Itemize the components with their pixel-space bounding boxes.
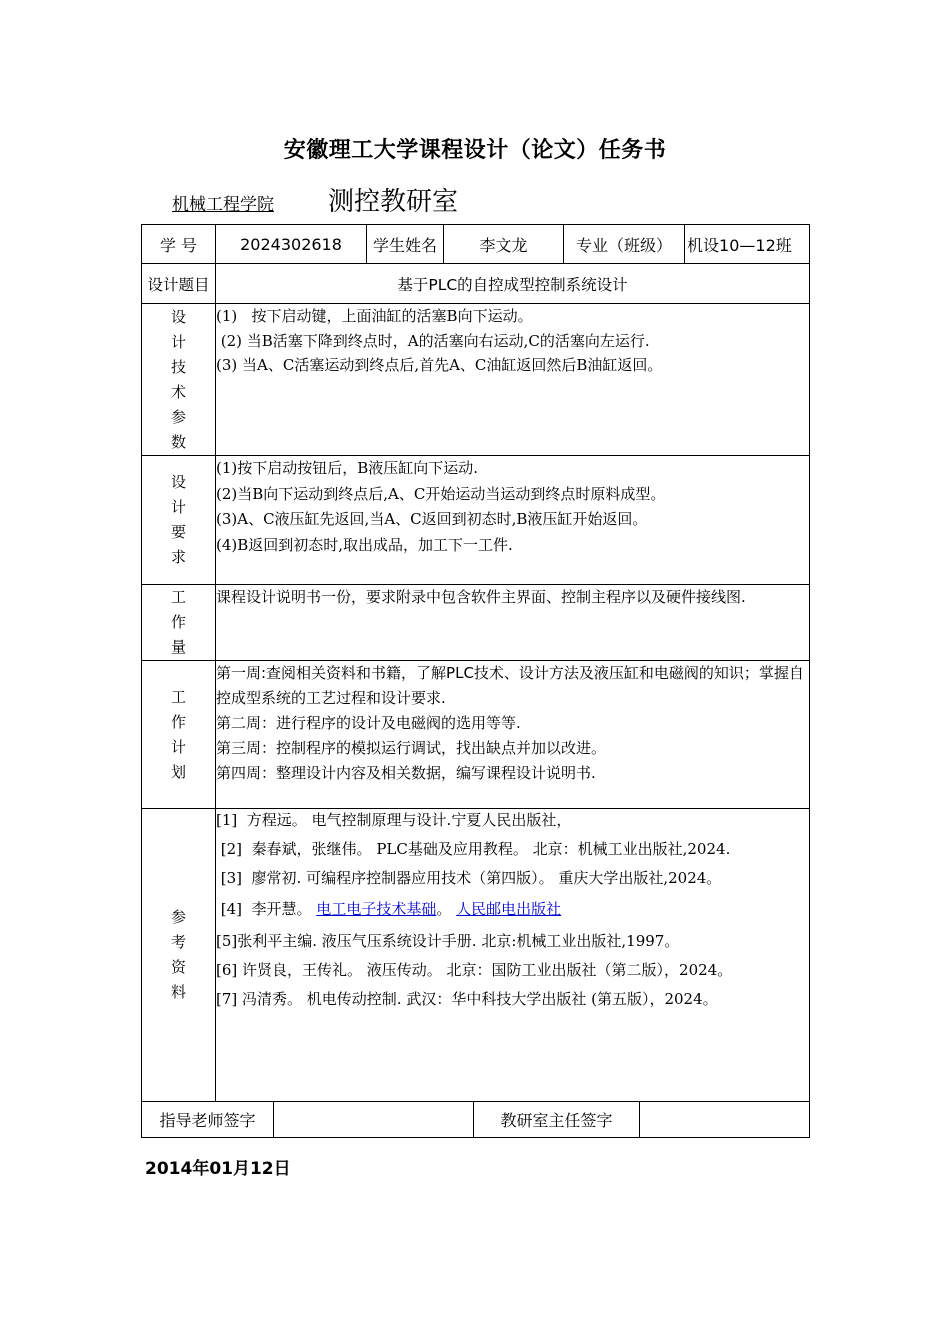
work-plan-line: 第四周：整理设计内容及相关数据，编写课程设计说明书. <box>216 764 596 782</box>
label-char: 划 <box>170 762 186 781</box>
student-id-value: 2024302618 <box>216 225 367 264</box>
signature-row <box>142 1102 810 1138</box>
student-name-label: 学生姓名 <box>367 225 444 264</box>
label-char: 数 <box>170 432 186 451</box>
tech-params-content <box>216 304 810 456</box>
label-char: 技 <box>170 357 186 376</box>
tech-param-line: (3) 当A、C活塞运动到终点后,首先A、C油缸返回然后B油缸返回。 <box>216 356 663 374</box>
tech-param-line: (1) 按下启动键，上面油缸的活塞B向下运动。 <box>216 307 533 325</box>
label-char: 工 <box>170 687 186 706</box>
student-name-value: 李文龙 <box>444 225 564 264</box>
label-char: 作 <box>170 613 186 631</box>
requirement-line: (1)按下启动按钮后，B液压缸向下运动. <box>216 459 479 477</box>
director-signature-label: 教研室主任签字 <box>474 1102 640 1138</box>
label-char: 计 <box>170 737 186 756</box>
department-name: 测控教研室 <box>328 187 459 217</box>
reference-item: [6] 许贤良，王传礼。 液压传动。 北京：国防工业出版社（第二版），2024。 <box>216 961 733 979</box>
label-char: 考 <box>170 933 186 951</box>
tech-param-line: (2) 当B活塞下降到终点时，A的活塞向右运动,C的活塞向左运行. <box>216 331 650 350</box>
major-value: 机设10—12班 <box>685 225 810 264</box>
student-id-label: 学 号 <box>142 225 216 264</box>
workload-content: 课程设计说明书一份，要求附录中包含软件主界面、控制主程序以及硬件接线图. <box>216 585 810 661</box>
workload-row <box>142 585 810 661</box>
reference-item: [1] 方程远。 电气控制原理与设计.宁夏人民出版社， <box>216 811 572 829</box>
label-char: 工 <box>170 588 186 606</box>
requirement-line: (3)A、C液压缸先返回,当A、C返回到初态时,B液压缸开始返回。 <box>216 510 648 528</box>
document-date: 2014年01月12日 <box>145 1159 291 1179</box>
references-label <box>142 809 216 1102</box>
major-label: 专业（班级） <box>564 225 685 264</box>
label-char: 设 <box>170 473 186 491</box>
reference-book-link[interactable]: 电工电子技术基础 <box>316 900 437 918</box>
work-plan-label <box>142 661 216 809</box>
label-char: 料 <box>170 983 186 1001</box>
label-char: 计 <box>170 498 186 516</box>
reference-item: [5]张利平主编. 液压气压系统设计手册. 北京:机械工业出版社,1997。 <box>216 932 680 950</box>
requirements-content <box>216 456 810 585</box>
topic-value: 基于PLC的自控成型控制系统设计 <box>216 264 810 304</box>
label-char: 资 <box>170 958 186 976</box>
reference-item: [7] 冯清秀。 机电传动控制. 武汉：华中科技大学出版社 (第五版），2024。 <box>216 990 718 1008</box>
advisor-signature-label: 指导老师签字 <box>142 1102 274 1138</box>
work-plan-line: 第三周：控制程序的模拟运行调试，找出缺点并加以改进。 <box>216 739 607 757</box>
label-char: 求 <box>170 548 186 566</box>
reference-item: [2] 秦春斌，张继伟。 PLC基础及应用教程。 北京：机械工业出版社,2024. <box>216 840 731 858</box>
page-title: 安徽理工大学课程设计（论文）任务书 <box>283 138 667 163</box>
reference-item: [3] 廖常初. 可编程序控制器应用技术（第四版）。 重庆大学出版社,2024。 <box>216 869 722 887</box>
requirement-line: (2)当B向下运动到终点后,A、C开始运动当运动到终点时原料成型。 <box>216 484 666 503</box>
requirements-row <box>142 456 810 585</box>
requirements-label <box>142 456 216 585</box>
label-char: 要 <box>170 523 186 541</box>
advisor-signature-field[interactable] <box>274 1102 474 1138</box>
reference-item-4-text: [4] 李开慧。 <box>216 900 317 918</box>
reference-publisher-link[interactable]: 人民邮电出版社 <box>456 900 562 918</box>
tech-params-label <box>142 304 216 456</box>
work-plan-row <box>142 661 810 809</box>
director-signature-field[interactable] <box>640 1102 810 1138</box>
requirement-line: (4)B返回到初态时,取出成品，加工下一工件. <box>216 535 513 554</box>
work-plan-line: 第二周：进行程序的设计及电磁阀的选用等等. <box>216 714 521 732</box>
label-char: 作 <box>170 712 186 731</box>
student-info-row <box>142 225 810 264</box>
label-char: 设 <box>170 307 186 326</box>
label-char: 量 <box>170 638 186 656</box>
topic-row <box>142 264 810 304</box>
reference-separator: 。 <box>436 900 457 918</box>
label-char: 参 <box>170 908 186 926</box>
work-plan-line: 第一周:查阅相关资料和书籍，了解PLC技术、设计方法及液压缸和电磁阀的知识；掌握自控成型系统的工艺过程和设计要求. <box>216 664 804 707</box>
college-name: 机械工程学院 <box>172 195 274 215</box>
reference-item <box>216 898 809 921</box>
tech-params-row <box>142 304 810 456</box>
work-plan-content <box>216 661 810 809</box>
label-char: 参 <box>170 407 186 426</box>
task-form-table <box>141 224 810 1138</box>
workload-label <box>142 585 216 661</box>
topic-label: 设计题目 <box>142 264 216 304</box>
label-char: 计 <box>170 332 186 351</box>
references-row <box>142 809 810 1102</box>
references-content <box>216 809 810 1102</box>
label-char: 术 <box>170 382 186 401</box>
